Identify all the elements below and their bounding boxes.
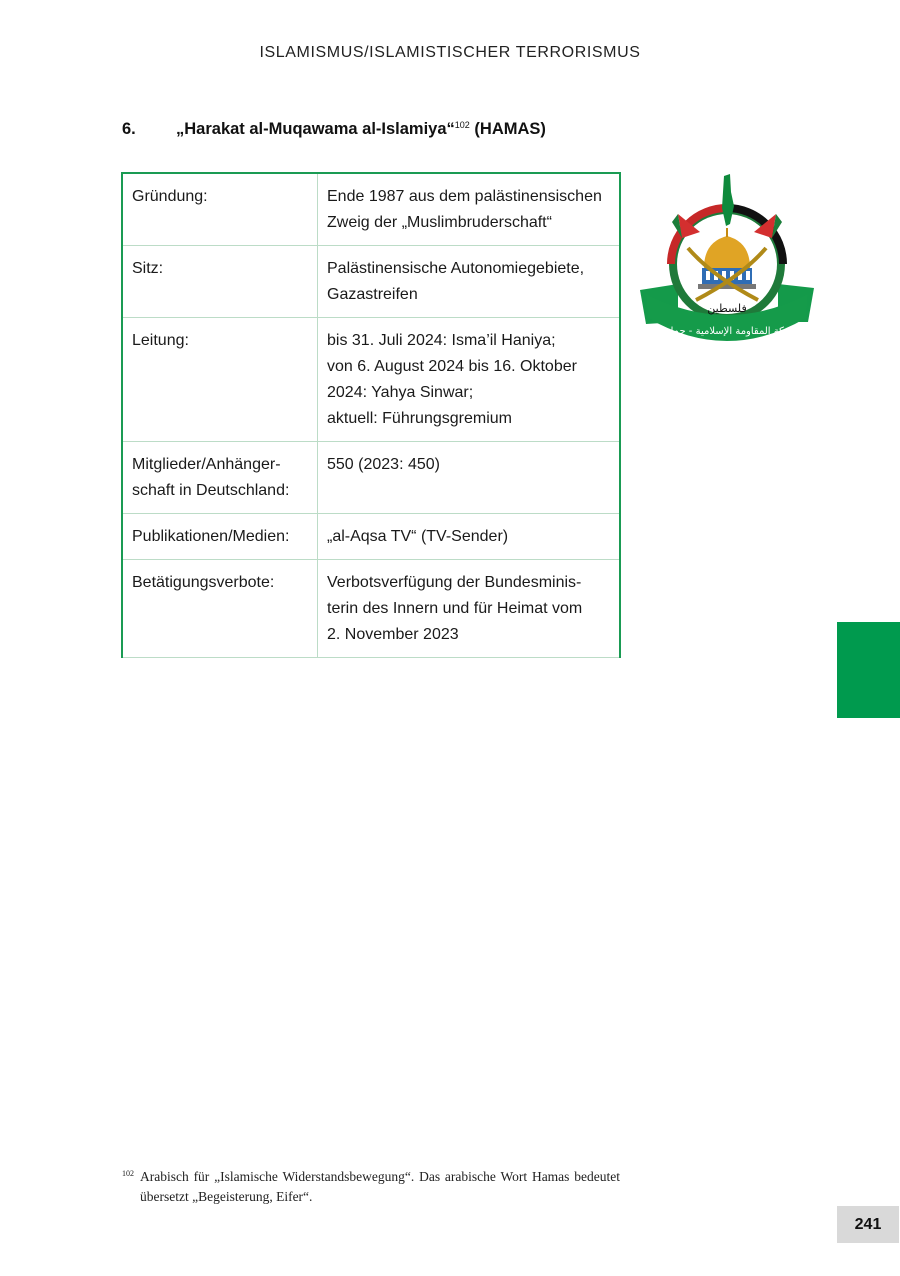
- row-value: [318, 173, 621, 246]
- footnote-mark: 102: [122, 1169, 134, 1178]
- value-line: Gazastreifen: [327, 286, 418, 303]
- table-row: [122, 442, 620, 514]
- row-value: [318, 514, 621, 560]
- section-title-suffix: (HAMAS): [469, 120, 546, 138]
- value-line: „al-Aqsa TV“ (TV-Sender): [327, 528, 509, 545]
- row-label: Leitung:: [122, 318, 318, 442]
- row-value: [318, 560, 621, 658]
- value-line: Verbotsverfügung der Bundesminis-: [327, 574, 582, 591]
- emblem-ribbon-text: حركة المقاومة الإسلامية - حماس: [658, 326, 796, 337]
- chapter-side-tab: [837, 622, 900, 718]
- row-label: [122, 442, 318, 514]
- label-line: Mitglieder/Anhänger-: [132, 456, 281, 473]
- table-row: [122, 560, 620, 658]
- row-label: Betätigungsverbote:: [122, 560, 318, 658]
- emblem-palestine-text: فلسطين: [707, 302, 747, 315]
- value-line: 550 (2023: 450): [327, 456, 440, 473]
- footnote: [122, 1167, 620, 1207]
- table-row: [122, 173, 620, 246]
- value-line: Palästinensische Autonomiegebiete,: [327, 260, 585, 277]
- table-row: [122, 318, 620, 442]
- row-value: [318, 246, 621, 318]
- value-line: Ende 1987 aus dem palästinensischen: [327, 188, 602, 205]
- value-line: Zweig der „Muslimbruderschaft“: [327, 214, 552, 231]
- row-label: Sitz:: [122, 246, 318, 318]
- row-value: [318, 318, 621, 442]
- row-label: Publikationen/Medien:: [122, 514, 318, 560]
- footnote-reference[interactable]: 102: [454, 120, 470, 130]
- table-row: [122, 514, 620, 560]
- info-table: [121, 172, 621, 658]
- label-line: schaft in Deutschland:: [132, 482, 290, 499]
- value-line: terin des Innern und für Heimat vom: [327, 600, 583, 617]
- footnote-text: Arabisch für „Islamische Widerstandsbewegung“. Das arabische Wort Hamas bedeutet übersetzt „Begeisterung, Eifer“.: [140, 1169, 620, 1204]
- value-line: aktuell: Führungsgremium: [327, 410, 512, 427]
- value-line: von 6. August 2024 bis 16. Oktober: [327, 358, 577, 375]
- running-head: ISLAMISMUS/ISLAMISTISCHER TERRORISMUS: [259, 44, 641, 61]
- row-label: Gründung:: [122, 173, 318, 246]
- value-line: 2024: Yahya Sinwar;: [327, 384, 474, 401]
- section-title-text: „Harakat al-Muqawama al-Islamiya“: [176, 120, 455, 138]
- row-value: [318, 442, 621, 514]
- page-number: 241: [837, 1206, 899, 1243]
- value-line: 2. November 2023: [327, 626, 459, 643]
- section-number: 6.: [122, 120, 136, 138]
- hamas-emblem-icon: [638, 172, 816, 364]
- section-title: [122, 120, 546, 139]
- value-line: bis 31. Juli 2024: Isma’il Haniya;: [327, 332, 556, 349]
- table-row: [122, 246, 620, 318]
